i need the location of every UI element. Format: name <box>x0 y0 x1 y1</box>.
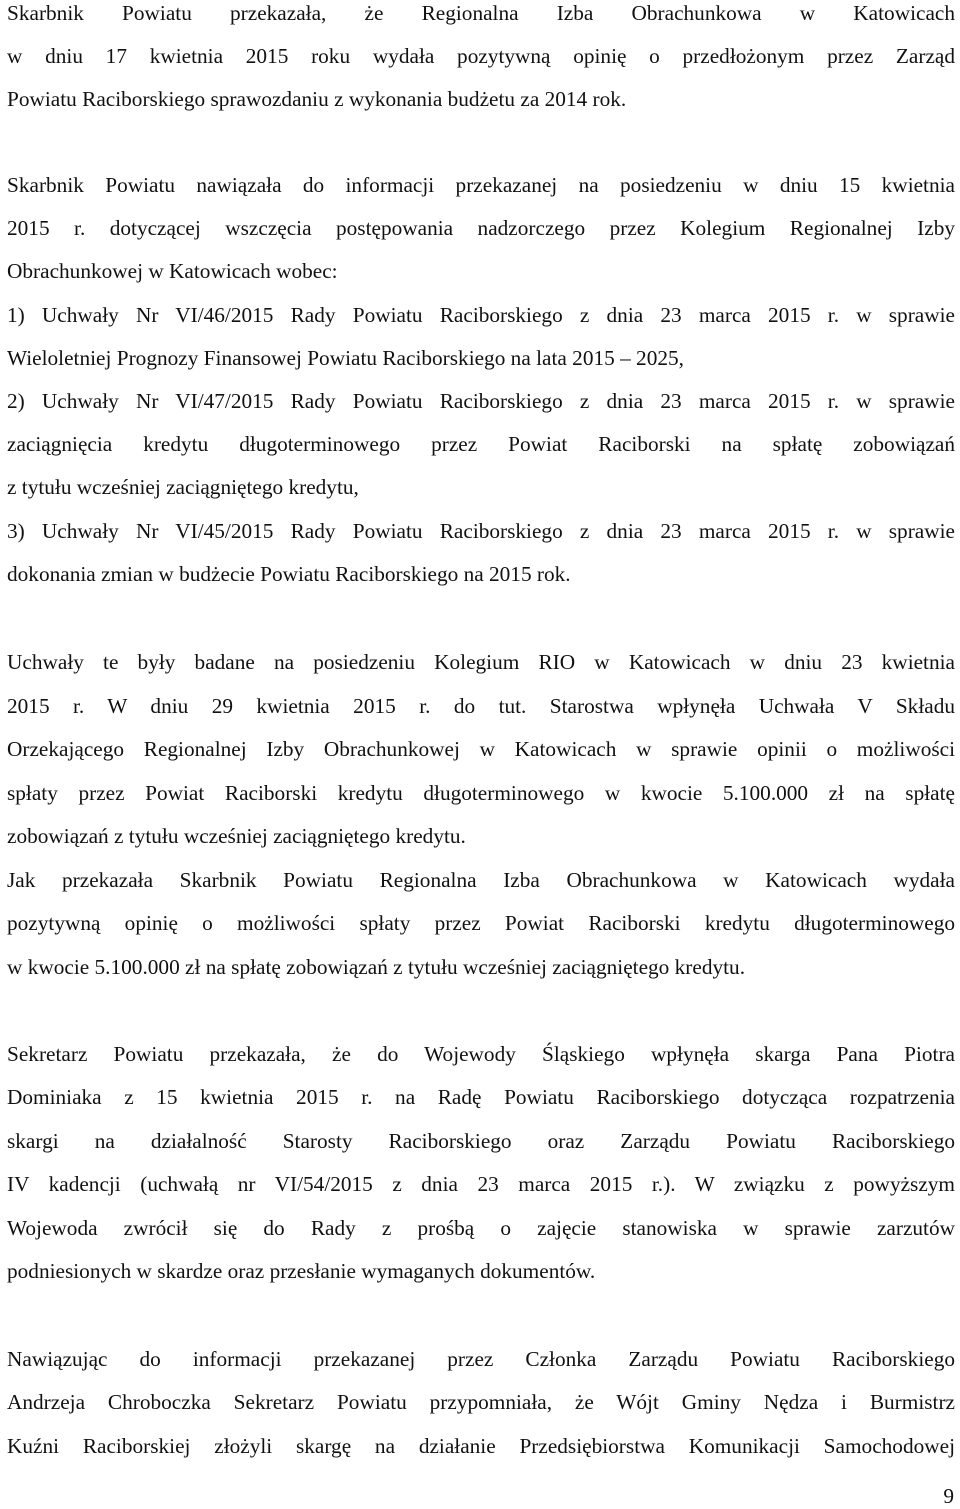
page-number: 9 <box>943 1484 954 1508</box>
text-line: Skarbnik Powiatu przekazała, że Regionalna Izba Obrachunkowa w Katowicach <box>7 1 955 25</box>
text-line: Nawiązując do informacji przekazanej przez Członka Zarządu Powiatu Raciborskiego <box>7 1347 955 1371</box>
text-line: podniesionych w skardze oraz przesłanie wymaganych dokumentów. <box>7 1259 596 1283</box>
text-line: dokonania zmian w budżecie Powiatu Raciborskiego na 2015 rok. <box>7 562 571 586</box>
text-line: Uchwały te były badane na posiedzeniu Kolegium RIO w Katowicach w dniu 23 kwietnia <box>7 650 955 674</box>
text-line: Orzekającego Regionalnej Izby Obrachunkowej w Katowicach w sprawie opinii o możliwości <box>7 737 955 761</box>
text-line: Kuźni Raciborskiej złożyli skargę na działanie Przedsiębiorstwa Komunikacji Samochodowej <box>7 1434 955 1458</box>
text-line: 2) Uchwały Nr VI/47/2015 Rady Powiatu Raciborskiego z dnia 23 marca 2015 r. w sprawie <box>7 389 955 413</box>
text-line: IV kadencji (uchwałą nr VI/54/2015 z dnia 23 marca 2015 r.). W związku z powyższym <box>7 1172 955 1196</box>
text-line: Sekretarz Powiatu przekazała, że do Wojewody Śląskiego wpłynęła skarga Pana Piotra <box>7 1042 955 1066</box>
text-line: z tytułu wcześniej zaciągniętego kredytu, <box>7 475 359 499</box>
text-line: 2015 r. W dniu 29 kwietnia 2015 r. do tut. Starostwa wpłynęła Uchwała V Składu <box>7 694 955 718</box>
text-line: zaciągnięcia kredytu długoterminowego przez Powiat Raciborski na spłatę zobowiązań <box>7 432 955 456</box>
text-line: Jak przekazała Skarbnik Powiatu Regionalna Izba Obrachunkowa w Katowicach wydała <box>7 868 955 892</box>
text-line: Powiatu Raciborskiego sprawozdaniu z wykonania budżetu za 2014 rok. <box>7 87 627 111</box>
text-line: Skarbnik Powiatu nawiązała do informacji przekazanej na posiedzeniu w dniu 15 kwietnia <box>7 173 955 197</box>
text-line: w dniu 17 kwietnia 2015 roku wydała pozytywną opinię o przedłożonym przez Zarząd <box>7 44 955 68</box>
text-line: Obrachunkowej w Katowicach wobec: <box>7 259 338 283</box>
text-line: w kwocie 5.100.000 zł na spłatę zobowiązań z tytułu wcześniej zaciągniętego kredytu. <box>7 955 746 979</box>
text-line: pozytywną opinię o możliwości spłaty przez Powiat Raciborski kredytu długoterminowego <box>7 911 955 935</box>
text-line: Andrzeja Chroboczka Sekretarz Powiatu przypomniała, że Wójt Gminy Nędza i Burmistrz <box>7 1390 955 1414</box>
text-line: zobowiązań z tytułu wcześniej zaciągniętego kredytu. <box>7 824 466 848</box>
text-line: 3) Uchwały Nr VI/45/2015 Rady Powiatu Raciborskiego z dnia 23 marca 2015 r. w sprawie <box>7 519 955 543</box>
text-line: Wieloletniej Prognozy Finansowej Powiatu Raciborskiego na lata 2015 – 2025, <box>7 346 684 370</box>
text-line: spłaty przez Powiat Raciborski kredytu długoterminowego w kwocie 5.100.000 zł na spłatę <box>7 781 955 805</box>
text-line: skargi na działalność Starosty Raciborskiego oraz Zarządu Powiatu Raciborskiego <box>7 1129 955 1153</box>
text-line: Dominiaka z 15 kwietnia 2015 r. na Radę Powiatu Raciborskiego dotycząca rozpatrzenia <box>7 1085 955 1109</box>
text-line: 1) Uchwały Nr VI/46/2015 Rady Powiatu Raciborskiego z dnia 23 marca 2015 r. w sprawie <box>7 303 955 327</box>
text-line: Wojewoda zwrócił się do Rady z prośbą o zajęcie stanowiska w sprawie zarzutów <box>7 1216 955 1240</box>
text-line: 2015 r. dotyczącej wszczęcia postępowania nadzorczego przez Kolegium Regionalnej Izby <box>7 216 955 240</box>
